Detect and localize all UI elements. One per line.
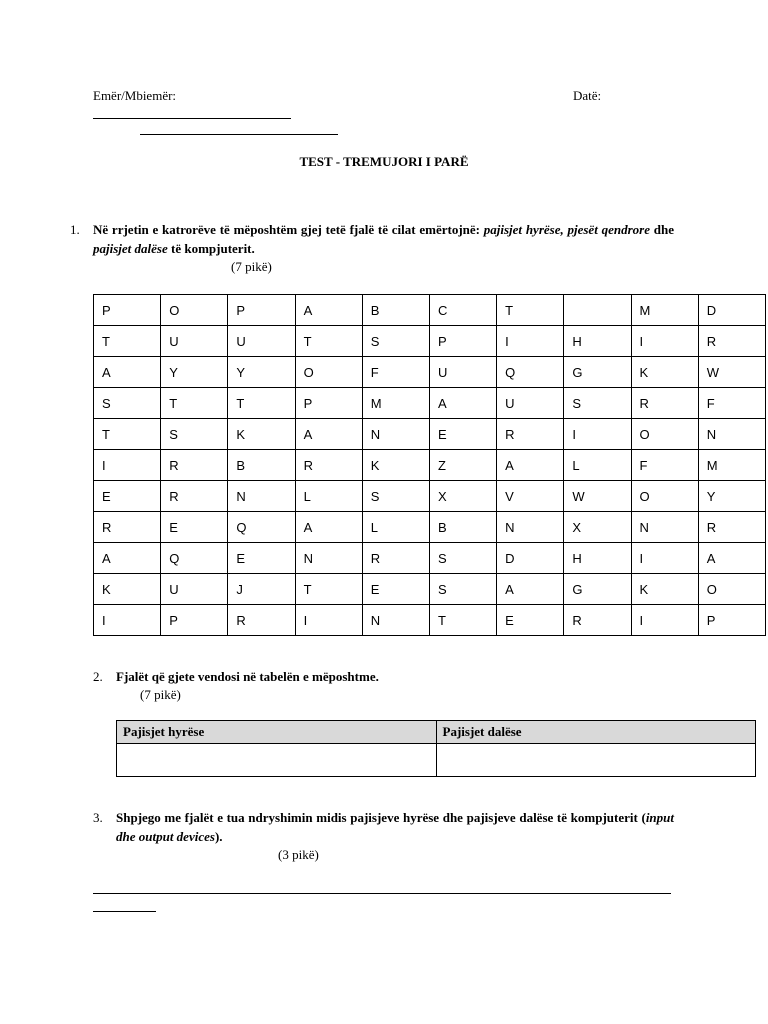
grid-cell: A (698, 543, 765, 574)
grid-cell: N (228, 481, 295, 512)
grid-cell: I (94, 605, 161, 636)
grid-cell: A (94, 543, 161, 574)
name-label: Emër/Mbiemër: (93, 88, 177, 103)
grid-cell: A (295, 295, 362, 326)
grid-cell: R (362, 543, 429, 574)
grid-cell: P (94, 295, 161, 326)
question-1-text: Në rrjetin e katrorëve të mëposhtëm gjej tetë fjalë të cilat emërtojnë: pajisjet hyrëse, pjesët qendrore dhe pajisjet dalëse të kompjuterit. (93, 222, 674, 256)
grid-cell: E (429, 419, 496, 450)
grid-cell: T (295, 326, 362, 357)
grid-cell: O (631, 481, 698, 512)
grid-cell: N (698, 419, 765, 450)
grid-cell: W (698, 357, 765, 388)
grid-cell: I (631, 543, 698, 574)
word-search-grid (93, 294, 766, 636)
grid-cell: A (429, 388, 496, 419)
grid-cell: O (631, 419, 698, 450)
grid-cell: R (94, 512, 161, 543)
grid-row (94, 574, 766, 605)
grid-cell: M (362, 388, 429, 419)
question-2-number: 2. (93, 669, 103, 684)
grid-cell: K (94, 574, 161, 605)
answer-cell-output[interactable] (436, 744, 756, 777)
grid-cell: U (161, 326, 228, 357)
answer-line-1[interactable] (93, 893, 671, 894)
grid-cell: F (698, 388, 765, 419)
grid-cell: I (94, 450, 161, 481)
grid-cell: S (161, 419, 228, 450)
grid-cell: U (497, 388, 564, 419)
grid-cell: H (564, 326, 631, 357)
grid-row (94, 357, 766, 388)
grid-cell: R (497, 419, 564, 450)
grid-cell: O (161, 295, 228, 326)
answer-table (116, 720, 756, 777)
grid-cell: K (362, 450, 429, 481)
grid-cell: B (362, 295, 429, 326)
question-1-number: 1. (70, 222, 80, 237)
grid-cell: M (698, 450, 765, 481)
grid-cell: F (362, 357, 429, 388)
grid-cell: P (698, 605, 765, 636)
grid-cell: O (698, 574, 765, 605)
grid-cell: U (429, 357, 496, 388)
grid-cell: B (429, 512, 496, 543)
answer-header-input: Pajisjet hyrëse (117, 721, 437, 744)
grid-cell: R (698, 326, 765, 357)
grid-cell: W (564, 481, 631, 512)
grid-cell: R (161, 450, 228, 481)
grid-cell: S (429, 574, 496, 605)
answer-cell-input[interactable] (117, 744, 437, 777)
grid-cell: X (564, 512, 631, 543)
date-label: Datë: (573, 88, 602, 103)
grid-cell: G (564, 574, 631, 605)
grid-cell: K (631, 574, 698, 605)
grid-cell: M (631, 295, 698, 326)
grid-cell: N (631, 512, 698, 543)
grid-cell: T (94, 419, 161, 450)
grid-cell (564, 295, 631, 326)
name-line (93, 118, 291, 119)
question-3-points: (3 pikë) (278, 847, 319, 862)
grid-cell: S (94, 388, 161, 419)
grid-cell: U (228, 326, 295, 357)
grid-row (94, 419, 766, 450)
grid-cell: T (161, 388, 228, 419)
grid-row (94, 543, 766, 574)
grid-cell: Y (698, 481, 765, 512)
grid-cell: P (295, 388, 362, 419)
grid-cell: I (295, 605, 362, 636)
grid-cell: K (228, 419, 295, 450)
grid-cell: T (497, 295, 564, 326)
answer-header-output: Pajisjet dalëse (436, 721, 756, 744)
grid-cell: G (564, 357, 631, 388)
grid-cell: A (497, 450, 564, 481)
grid-cell: Q (161, 543, 228, 574)
grid-cell: P (161, 605, 228, 636)
grid-cell: H (564, 543, 631, 574)
question-3-number: 3. (93, 810, 103, 825)
name-line-2 (140, 134, 338, 135)
grid-cell: N (295, 543, 362, 574)
grid-cell: N (497, 512, 564, 543)
grid-cell: Y (161, 357, 228, 388)
grid-cell: R (564, 605, 631, 636)
grid-cell: V (497, 481, 564, 512)
grid-row (94, 512, 766, 543)
grid-cell: L (362, 512, 429, 543)
grid-cell: E (161, 512, 228, 543)
grid-row (94, 326, 766, 357)
grid-cell: N (362, 605, 429, 636)
grid-cell: T (94, 326, 161, 357)
question-3-text: Shpjego me fjalët e tua ndryshimin midis pajisjeve hyrëse dhe pajisjeve dalëse të kompjuterit (input dhe output devices). (116, 810, 674, 844)
grid-cell: T (429, 605, 496, 636)
grid-cell: A (497, 574, 564, 605)
grid-cell: S (564, 388, 631, 419)
grid-cell: A (94, 357, 161, 388)
grid-cell: X (429, 481, 496, 512)
grid-cell: R (698, 512, 765, 543)
grid-cell: S (429, 543, 496, 574)
grid-cell: U (161, 574, 228, 605)
grid-cell: I (631, 326, 698, 357)
question-1-points: (7 pikë) (231, 259, 272, 274)
grid-cell: K (631, 357, 698, 388)
grid-cell: I (564, 419, 631, 450)
grid-row (94, 450, 766, 481)
grid-cell: Q (497, 357, 564, 388)
grid-cell: E (362, 574, 429, 605)
grid-cell: R (161, 481, 228, 512)
question-2-points: (7 pikë) (140, 687, 181, 702)
grid-cell: D (698, 295, 765, 326)
grid-cell: F (631, 450, 698, 481)
grid-cell: E (228, 543, 295, 574)
grid-cell: Q (228, 512, 295, 543)
grid-cell: P (228, 295, 295, 326)
question-2-text: Fjalët që gjete vendosi në tabelën e mëposhtme. (116, 669, 379, 684)
answer-line-2[interactable] (93, 911, 156, 912)
grid-row (94, 295, 766, 326)
grid-cell: B (228, 450, 295, 481)
grid-cell: S (362, 481, 429, 512)
grid-cell: I (497, 326, 564, 357)
grid-cell: E (94, 481, 161, 512)
grid-cell: R (295, 450, 362, 481)
page-title: TEST - TREMUJORI I PARË (299, 154, 469, 169)
grid-cell: L (295, 481, 362, 512)
grid-cell: I (631, 605, 698, 636)
grid-cell: T (295, 574, 362, 605)
grid-cell: L (564, 450, 631, 481)
grid-cell: Y (228, 357, 295, 388)
grid-cell: T (228, 388, 295, 419)
grid-row (94, 481, 766, 512)
grid-row (94, 388, 766, 419)
grid-cell: C (429, 295, 496, 326)
grid-cell: N (362, 419, 429, 450)
grid-cell: A (295, 419, 362, 450)
grid-cell: S (362, 326, 429, 357)
grid-cell: O (295, 357, 362, 388)
grid-cell: R (631, 388, 698, 419)
grid-cell: D (497, 543, 564, 574)
grid-cell: A (295, 512, 362, 543)
grid-row (94, 605, 766, 636)
grid-cell: R (228, 605, 295, 636)
grid-cell: P (429, 326, 496, 357)
grid-cell: J (228, 574, 295, 605)
grid-cell: E (497, 605, 564, 636)
grid-cell: Z (429, 450, 496, 481)
